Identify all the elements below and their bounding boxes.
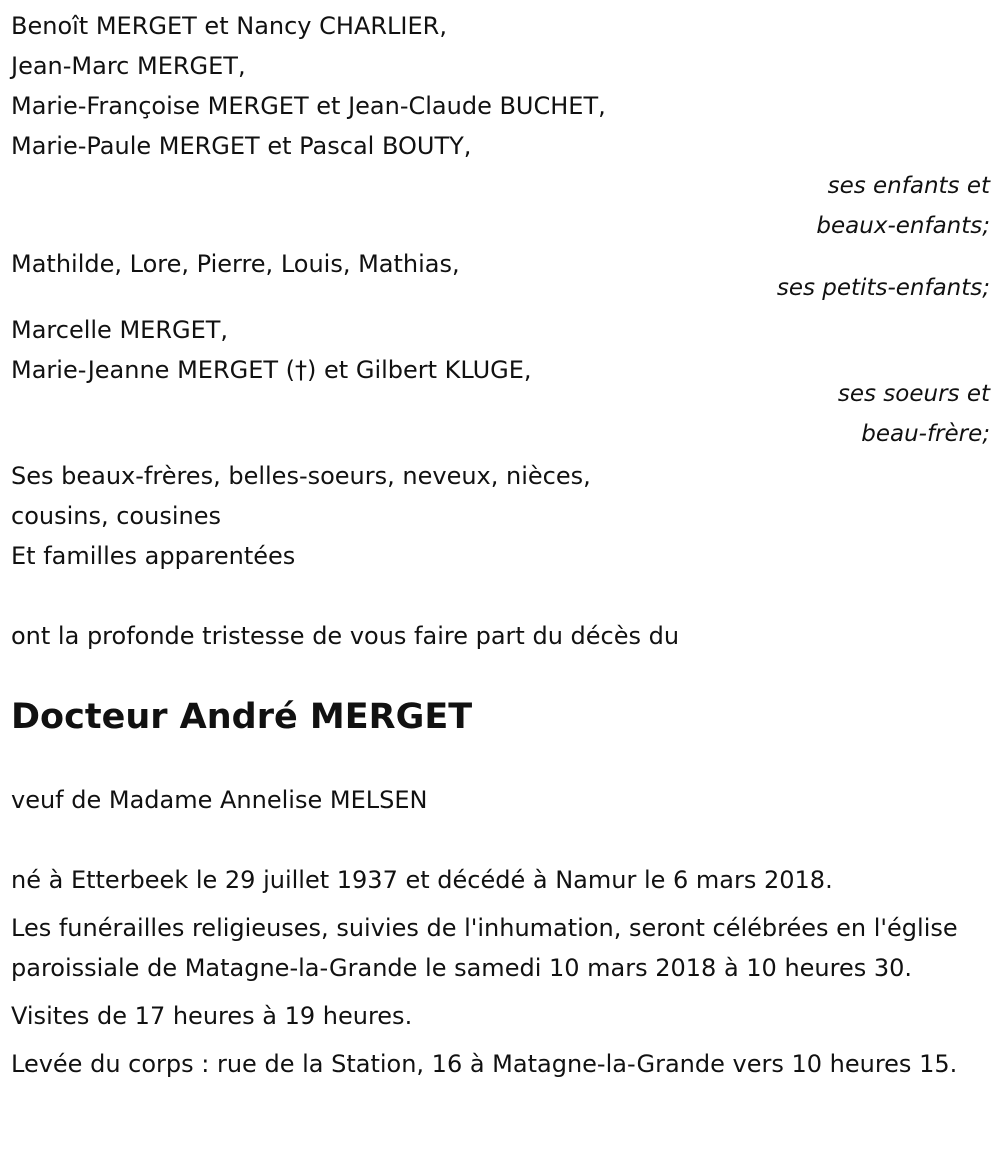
- relation-label: ses enfants et: [827, 173, 990, 199]
- family-line: Marie-Paule MERGET et Pascal BOUTY,: [11, 132, 472, 160]
- announcement-text: ont la profonde tristesse de vous faire part du décès du: [11, 622, 680, 650]
- extended-family-block: [11, 456, 990, 576]
- sibling-name: Marie-Jeanne MERGET (: [11, 356, 296, 384]
- family-line: Marcelle MERGET,: [11, 316, 229, 344]
- relation-label: ses soeurs et: [837, 381, 990, 407]
- visits-text: Visites de 17 heures à 19 heures.: [11, 1002, 413, 1030]
- relation-label: beaux-enfants;: [816, 213, 990, 239]
- procession-text: Levée du corps : rue de la Station, 16 à Matagne-la-Grande vers 10 heures 15.: [11, 1050, 958, 1078]
- family-line: Marie-Françoise MERGET et Jean-Claude BUCHET,: [11, 92, 606, 120]
- relation-label: ses petits-enfants;: [776, 275, 990, 301]
- family-line: Mathilde, Lore, Pierre, Louis, Mathias,: [11, 250, 460, 278]
- grandchildren-block: [11, 244, 990, 308]
- widow-of-text: veuf de Madame Annelise MELSEN: [11, 786, 428, 814]
- funeral-text: Les funérailles religieuses, suivies de l'inhumation, seront célébrées en l'église paroissiale de Matagne-la-Grande le samedi 10 mars 2018 à 10 heures 30.: [11, 914, 958, 982]
- deceased-name: Docteur André MERGET: [11, 697, 473, 737]
- family-line: Jean-Marc MERGET,: [11, 52, 246, 80]
- sibling-name-rest: ) et Gilbert KLUGE,: [307, 356, 532, 384]
- family-line: Ses beaux-frères, belles-soeurs, neveux, nièces,: [11, 462, 591, 490]
- cross-icon: †: [295, 356, 308, 384]
- family-line: cousins, cousines: [11, 502, 221, 530]
- family-line: Benoît MERGET et Nancy CHARLIER,: [11, 12, 447, 40]
- relation-label: beau-frère;: [861, 421, 990, 447]
- birth-death-text: né à Etterbeek le 29 juillet 1937 et décédé à Namur le 6 mars 2018.: [11, 866, 833, 894]
- family-line: Et familles apparentées: [11, 542, 296, 570]
- siblings-block: [11, 310, 990, 454]
- children-block: [11, 0, 990, 246]
